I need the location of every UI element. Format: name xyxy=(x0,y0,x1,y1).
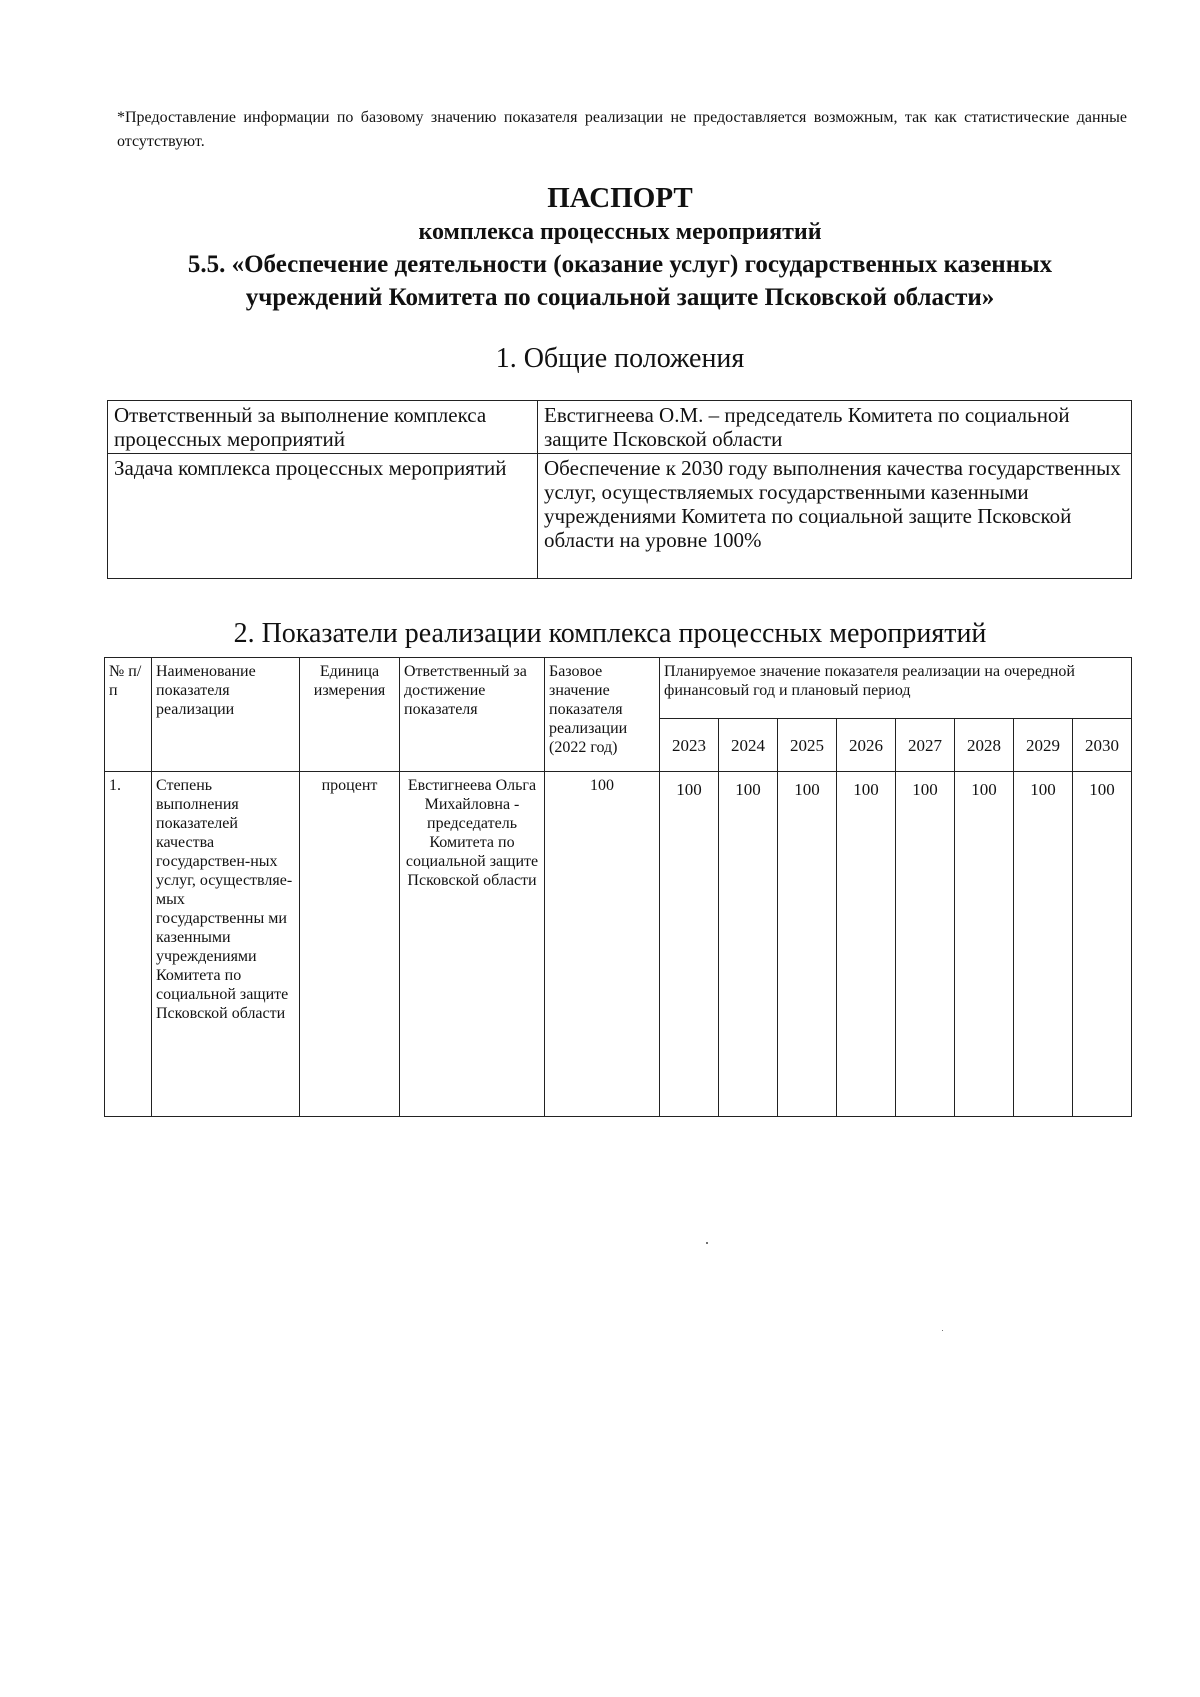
title-program-line2: учреждений Комитета по социальной защите Псковской области» xyxy=(245,284,995,311)
task-value: Обеспечение к 2030 году выполнения качества государственных услуг, осуществляемых государственными казенными учреждениями Комитета по социальной защите Псковской области на уровне 100% xyxy=(538,454,1132,579)
header-planned: Планируемое значение показателя реализации на очередной финансовый год и плановый период xyxy=(660,658,1132,719)
header-name: Наименование показателя реализации xyxy=(152,658,300,772)
table-row xyxy=(108,401,1132,454)
header-base: Базовое значение показателя реализации (2022 год) xyxy=(545,658,660,772)
document-title xyxy=(80,180,1160,314)
row-planned-value: 100 xyxy=(837,772,896,1117)
row-base-value: 100 xyxy=(545,772,660,1117)
footnote: *Предоставление информации по базовому значению показателя реализации не предоставляется возможным, так как статистические данные отсутствуют. xyxy=(117,109,1127,150)
row-planned-value: 100 xyxy=(1073,772,1132,1117)
header-year: 2028 xyxy=(955,719,1014,772)
row-indicator-name: Степень выполнения показателей качества государствен-ных услуг, осуществляе-мых государственны ми казенными учреждениями Комитета по социальной защите Псковской области xyxy=(152,772,300,1117)
header-unit: Единица измерения xyxy=(300,658,400,772)
row-planned-value: 100 xyxy=(896,772,955,1117)
header-year: 2023 xyxy=(660,719,719,772)
row-planned-value: 100 xyxy=(719,772,778,1117)
scan-speck xyxy=(942,1330,943,1331)
general-provisions-table xyxy=(107,400,1132,579)
row-planned-value: 100 xyxy=(778,772,837,1117)
section2-heading: 2. Показатели реализации комплекса процессных мероприятий xyxy=(233,618,987,649)
row-num: 1. xyxy=(105,772,152,1117)
table-header-row xyxy=(105,658,1132,719)
header-year: 2024 xyxy=(719,719,778,772)
table-row xyxy=(105,772,1132,1117)
header-num: № п/п xyxy=(105,658,152,772)
title-subtitle: комплекса процессных мероприятий xyxy=(418,219,822,245)
table-row xyxy=(108,454,1132,579)
row-planned-value: 100 xyxy=(660,772,719,1117)
indicators-table xyxy=(104,657,1132,1117)
header-year: 2025 xyxy=(778,719,837,772)
task-label: Задача комплекса процессных мероприятий xyxy=(108,454,538,579)
section1-heading: 1. Общие положения xyxy=(495,343,745,374)
row-planned-value: 100 xyxy=(955,772,1014,1117)
title-passport: ПАСПОРТ xyxy=(547,182,693,214)
row-planned-value: 100 xyxy=(1014,772,1073,1117)
header-year: 2026 xyxy=(837,719,896,772)
row-unit: процент xyxy=(300,772,400,1117)
title-program-line1: 5.5. «Обеспечение деятельности (оказание услуг) государственных казенных xyxy=(187,251,1053,278)
responsible-value: Евстигнеева О.М. – председатель Комитета по социальной защите Псковской области xyxy=(538,401,1132,454)
header-year: 2030 xyxy=(1073,719,1132,772)
header-responsible: Ответственный за достижение показателя xyxy=(400,658,545,772)
header-year: 2027 xyxy=(896,719,955,772)
responsible-label: Ответственный за выполнение комплекса процессных мероприятий xyxy=(108,401,538,454)
row-responsible: Евстигнеева Ольга Михайловна - председатель Комитета по социальной защите Псковской области xyxy=(400,772,545,1117)
scan-speck xyxy=(706,1242,708,1244)
header-year: 2029 xyxy=(1014,719,1073,772)
